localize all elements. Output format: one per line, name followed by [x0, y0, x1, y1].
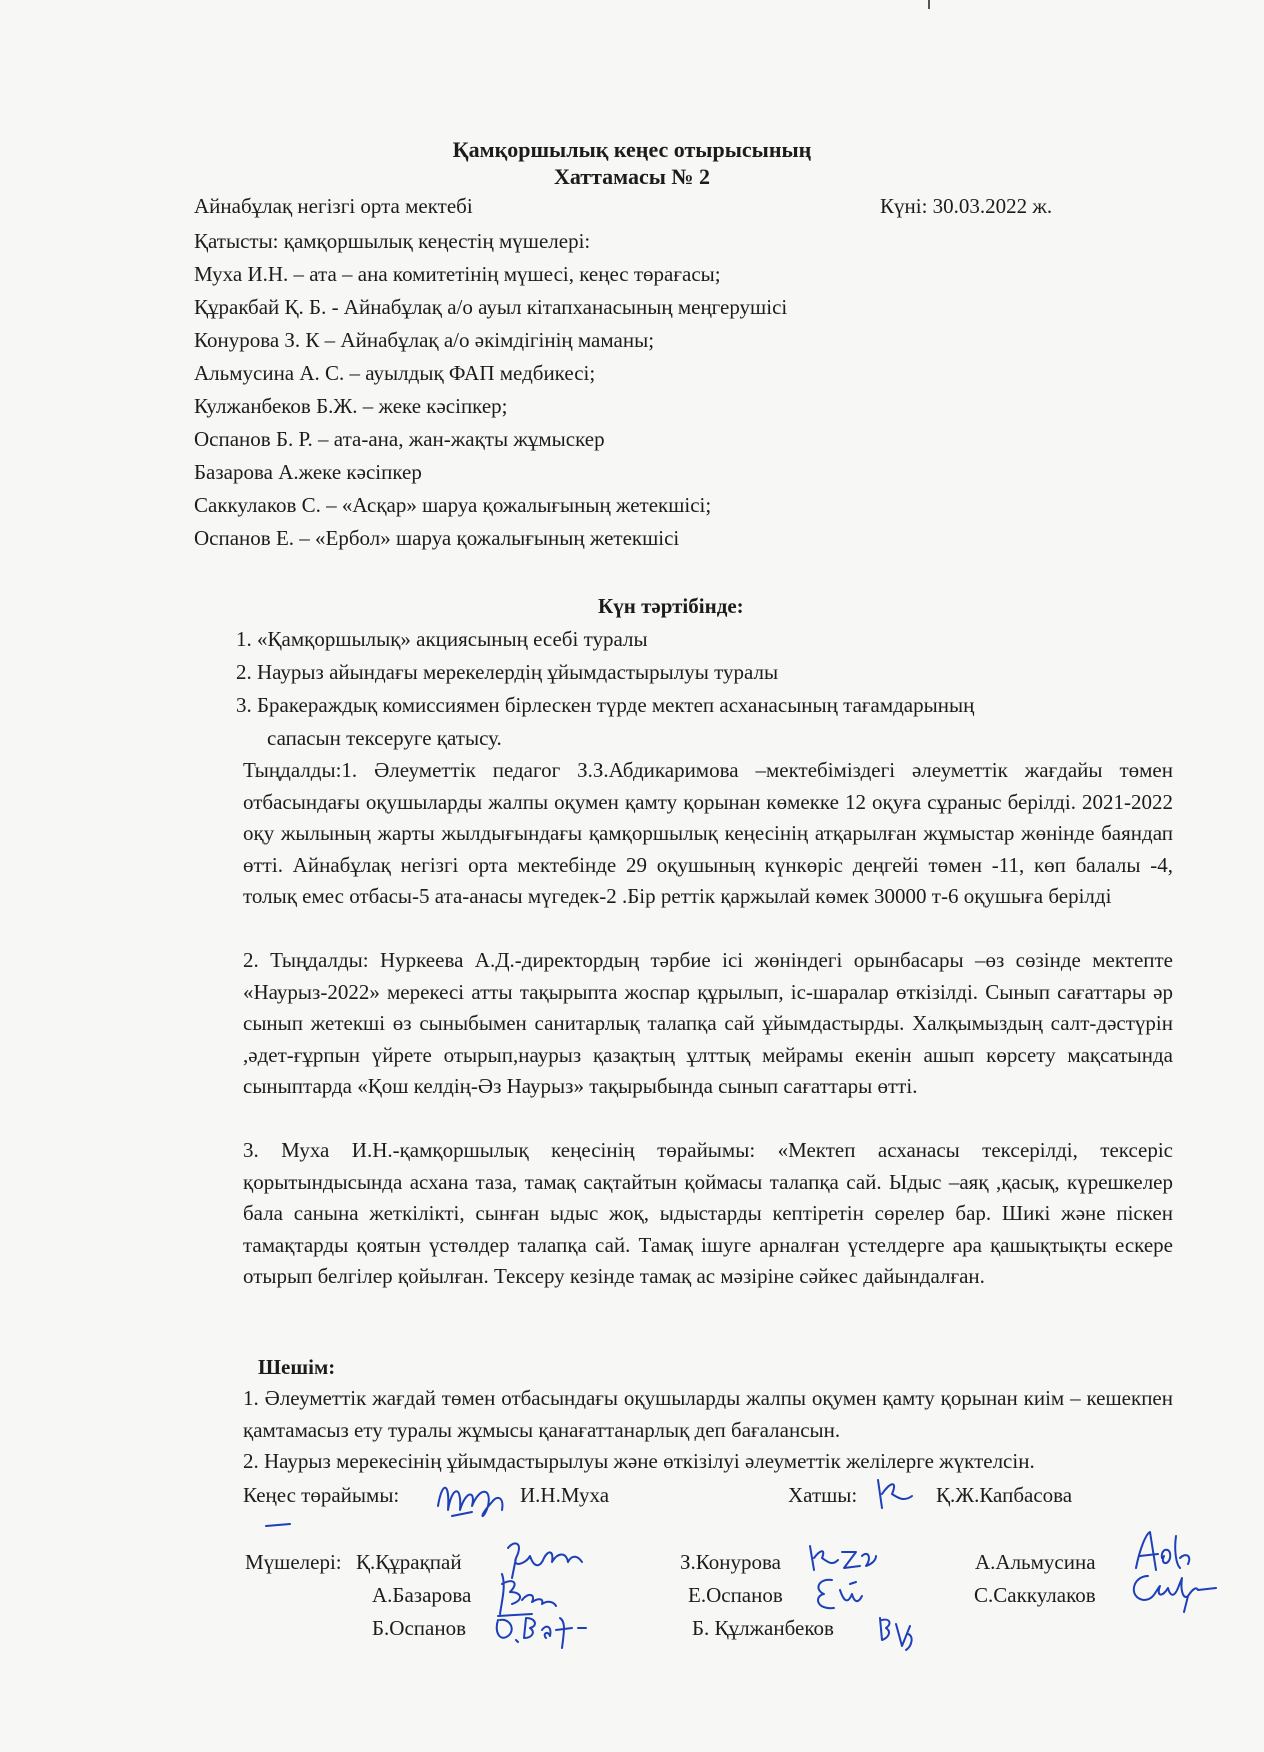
- meeting-date: Күні: 30.03.2022 ж.: [880, 194, 1053, 218]
- stray-mark: [262, 1520, 302, 1532]
- agenda-item: 2. Наурыз айындағы мерекелердің ұйымдастырылуы туралы: [236, 660, 779, 684]
- attendee-item: Кулжанбеков Б.Ж. – жеке кәсіпкер;: [194, 394, 508, 418]
- scan-mark: [928, 0, 930, 9]
- secretary-label: Хатшы:: [788, 1483, 858, 1507]
- chair-name: И.Н.Муха: [520, 1483, 610, 1507]
- member-signature: [874, 1610, 918, 1654]
- member-name: Е.Оспанов: [688, 1583, 783, 1607]
- member-name: А.Базарова: [372, 1583, 472, 1607]
- secretary-name: Қ.Ж.Капбасова: [936, 1483, 1073, 1507]
- attendee-item: Құракбай Қ. Б. - Айнабұлақ а/о ауыл кітапханасының меңгерушісі: [194, 295, 788, 319]
- attendee-item: Альмусина А. С. – ауылдық ФАП медбикесі;: [194, 361, 596, 385]
- attendee-item: Оспанов Б. Р. – ата-ана, жан-жақты жұмыскер: [194, 427, 605, 451]
- member-signature: [1126, 1568, 1222, 1618]
- member-signature: [806, 1540, 878, 1578]
- member-name: Қ.Құрақпай: [356, 1550, 462, 1574]
- decision-item-2: 2. Наурыз мерекесінің ұйымдастырылуы және өткізілуі әлеуметтік желілерге жүктелсін.: [243, 1449, 1035, 1473]
- member-name: С.Саккулаков: [974, 1583, 1096, 1607]
- member-name: З.Конурова: [680, 1550, 781, 1574]
- chair-label: Кеңес төрайымы:: [243, 1483, 400, 1507]
- document-title: Қамқоршылық кеңес отырысының: [452, 137, 812, 162]
- attendee-item: Муха И.Н. – ата – ана комитетінің мүшесі, кеңес төрағасы;: [194, 262, 721, 286]
- member-name: Б. Құлжанбеков: [692, 1616, 834, 1640]
- member-signature: [810, 1574, 870, 1616]
- attendee-item: Оспанов Е. – «Ербол» шаруа қожалығының жетекшісі: [194, 526, 680, 550]
- attendees-intro: Қатысты: қамқоршылық кеңестің мүшелері:: [194, 229, 591, 253]
- agenda-item: 1. «Қамқоршылық» акциясының есебі туралы: [236, 627, 648, 651]
- member-signature: [490, 1608, 594, 1656]
- decision-heading: Шешім:: [258, 1355, 336, 1379]
- minutes-item-2: 2. Тыңдалды: Нуркеева А.Д.-директордың тәрбие ісі жөніндегі орынбасары –өз сөзінде мектепте «Наурыз-2022» мерекесі атты тақырыпта жоспар құрылып, іс-шаралар өткізілді. Сынып сағаттары әр сынып жетекші өз сыныбымен санитарлық талапқа сай ұйымдастырды. Халқымыздың салт-дәстүрін ,әдет-ғұрпын үйрете отырып,наурыз қазақтың ұлттық мейрамы екенін ашып көрсету мақсатында сыныптарда «Қош келдің-Әз Наурыз» тақырыбында сынып сағаттары өтті.: [243, 948, 1173, 1098]
- school-name: Айнабұлақ негізгі орта мектебі: [194, 194, 473, 218]
- members-label: Мүшелері:: [245, 1550, 342, 1574]
- agenda-heading: Күн тәртібінде:: [598, 594, 744, 618]
- attendee-item: Конурова З. К – Айнабұлақ а/о әкімдігінің маманы;: [194, 328, 655, 352]
- chair-signature: [432, 1476, 532, 1526]
- minutes-item-3: 3. Муха И.Н.-қамқоршылық кеңесінің төрайымы: «Мектеп асханасы тексерілді, тексеріс қорытындысында асхана таза, тамақ сақтайтын қоймасы талапқа сай. Ыдыс –аяқ ,қасық, күрешкелер бала санына жеткілікті, сынған ыдыс жоқ, ыдыстарды кептіретін сөрелер бар. Шикі және піскен тамақтарды қоятын үстөлдер талапқа сай. Тамақ ішуге арналған үстелдерге ара қашықтықты ескере отырып белгілер қойылған. Тексеру кезінде тамақ ас мәзіріне сәйкес дайындалған.: [243, 1138, 1173, 1288]
- agenda-item-continuation: сапасын тексеруге қатысу.: [267, 726, 502, 750]
- agenda-item: 3. Бракераждық комиссиямен бірлескен түрде мектеп асханасының тағамдарының: [236, 693, 975, 717]
- protocol-number: Хаттамасы № 2: [553, 164, 711, 189]
- member-name: А.Альмусина: [975, 1550, 1096, 1574]
- member-name: Б.Оспанов: [372, 1616, 467, 1640]
- secretary-signature: [870, 1472, 920, 1516]
- attendee-item: Саккулаков С. – «Асқар» шаруа қожалығының жетекшісі;: [194, 493, 712, 517]
- minutes-item-1: Тыңдалды:1. Әлеуметтік педагог З.З.Абдикаримова –мектебіміздегі әлеуметтік жағдайы төмен отбасындағы оқушыларды жалпы оқумен қамту қорынан көмекке 12 оқуға сұраныс берілді. 2021-2022 оқу жылының жарты жылдығындағы қамқоршылық кеңесінің атқарылған жұмыстар жөнінде баяндап өтті. Айнабұлақ негізгі орта мектебінде 29 оқушының күнкөріс деңгейі төмен -11, көп балалы -4, толық емес отбасы-5 ата-анасы мүгедек-2 .Бір реттік қаржылай көмек 30000 т-6 оқушыға берілді: [243, 758, 1173, 908]
- attendee-item: Базарова А.жеке кәсіпкер: [194, 460, 422, 484]
- decision-item-1: 1. Әлеуметтік жағдай төмен отбасындағы оқушыларды жалпы оқумен қамту қорынан киім – кешекпен қамтамасыз ету туралы жұмысы қанағаттанарлық деп бағалансын.: [243, 1386, 1173, 1442]
